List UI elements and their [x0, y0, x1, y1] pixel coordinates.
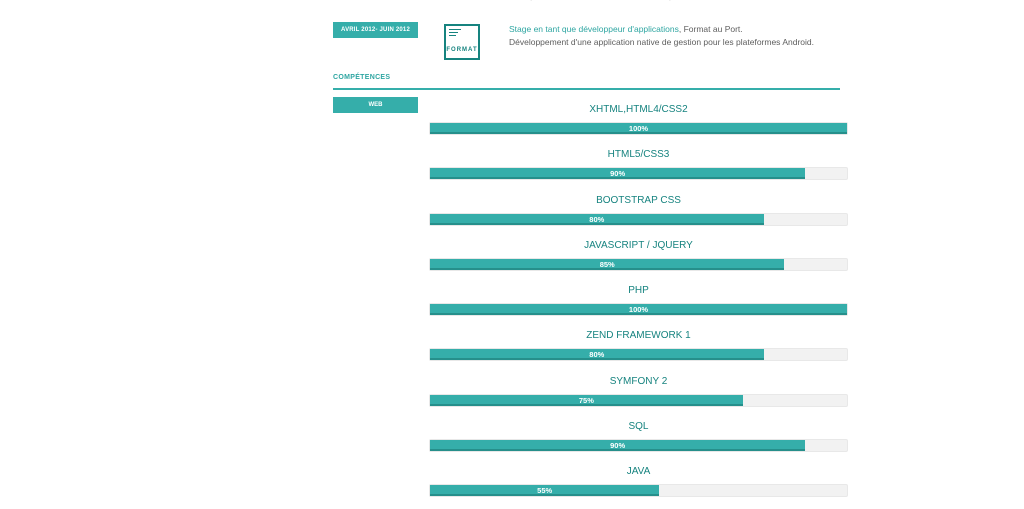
skill-progress-bar — [429, 439, 848, 452]
skill-progress-bar — [429, 484, 848, 497]
skill-progress-bar — [429, 258, 848, 271]
experience-title — [509, 23, 814, 36]
skill-percent-label: 55% — [537, 486, 553, 496]
skill-name: ZEND FRAMEWORK 1 — [586, 330, 691, 342]
experience-details — [509, 23, 814, 49]
skill-item — [429, 192, 848, 237]
skill-name: JAVA — [626, 466, 651, 478]
skill-name: PHP — [628, 285, 649, 297]
logo-lines-icon — [449, 29, 461, 38]
skill-progress-bar — [429, 122, 848, 135]
skill-name: BOOTSTRAP CSS — [596, 194, 681, 206]
skill-name: SQL — [628, 421, 649, 433]
experience-title-link[interactable]: Stage en tant que développeur d'applications — [509, 24, 679, 34]
skill-progress-bar — [429, 303, 848, 316]
skill-name: XHTML,HTML4/CSS2 — [589, 104, 688, 115]
section-divider — [333, 88, 840, 90]
skill-percent-label: 80% — [589, 214, 605, 224]
experience-description: Développement d'une application native de gestion pour les plateformes Android. — [509, 37, 814, 47]
skill-item — [429, 327, 848, 372]
category-badge-web: WEB — [333, 97, 418, 113]
skill-percent-label: 75% — [578, 395, 594, 405]
skill-percent-label: 90% — [610, 169, 626, 179]
skill-progress-bar — [429, 213, 848, 226]
skill-item — [429, 373, 848, 418]
previous-experience-text — [520, 0, 761, 1]
skill-item — [429, 418, 848, 463]
skill-item — [429, 282, 848, 327]
skill-percent-label: 100% — [628, 124, 649, 133]
skills-list — [429, 101, 848, 509]
skill-name: SYMFONY 2 — [609, 375, 668, 387]
skill-item — [429, 237, 848, 282]
experience-date-badge: AVRIL 2012- JUIN 2012 — [333, 22, 418, 38]
skill-item — [429, 463, 848, 508]
skill-name: JAVASCRIPT / JQUERY — [584, 239, 693, 251]
skill-progress-bar — [429, 394, 848, 407]
skill-progress-bar — [429, 348, 848, 361]
skill-percent-label: 80% — [589, 350, 605, 360]
skill-progress-bar — [429, 167, 848, 180]
skill-percent-label: 85% — [599, 259, 615, 269]
section-title-competences: COMPÉTENCES — [333, 74, 391, 81]
logo-text: FORMAT — [446, 47, 478, 53]
experience-title-rest: , Format au Port. — [678, 24, 743, 34]
skill-percent-label: 100% — [628, 305, 649, 315]
skill-item — [429, 146, 848, 191]
skill-name: HTML5/CSS3 — [607, 149, 670, 161]
skill-item — [429, 101, 848, 146]
company-logo — [444, 24, 480, 60]
skill-percent-label: 90% — [610, 441, 626, 451]
